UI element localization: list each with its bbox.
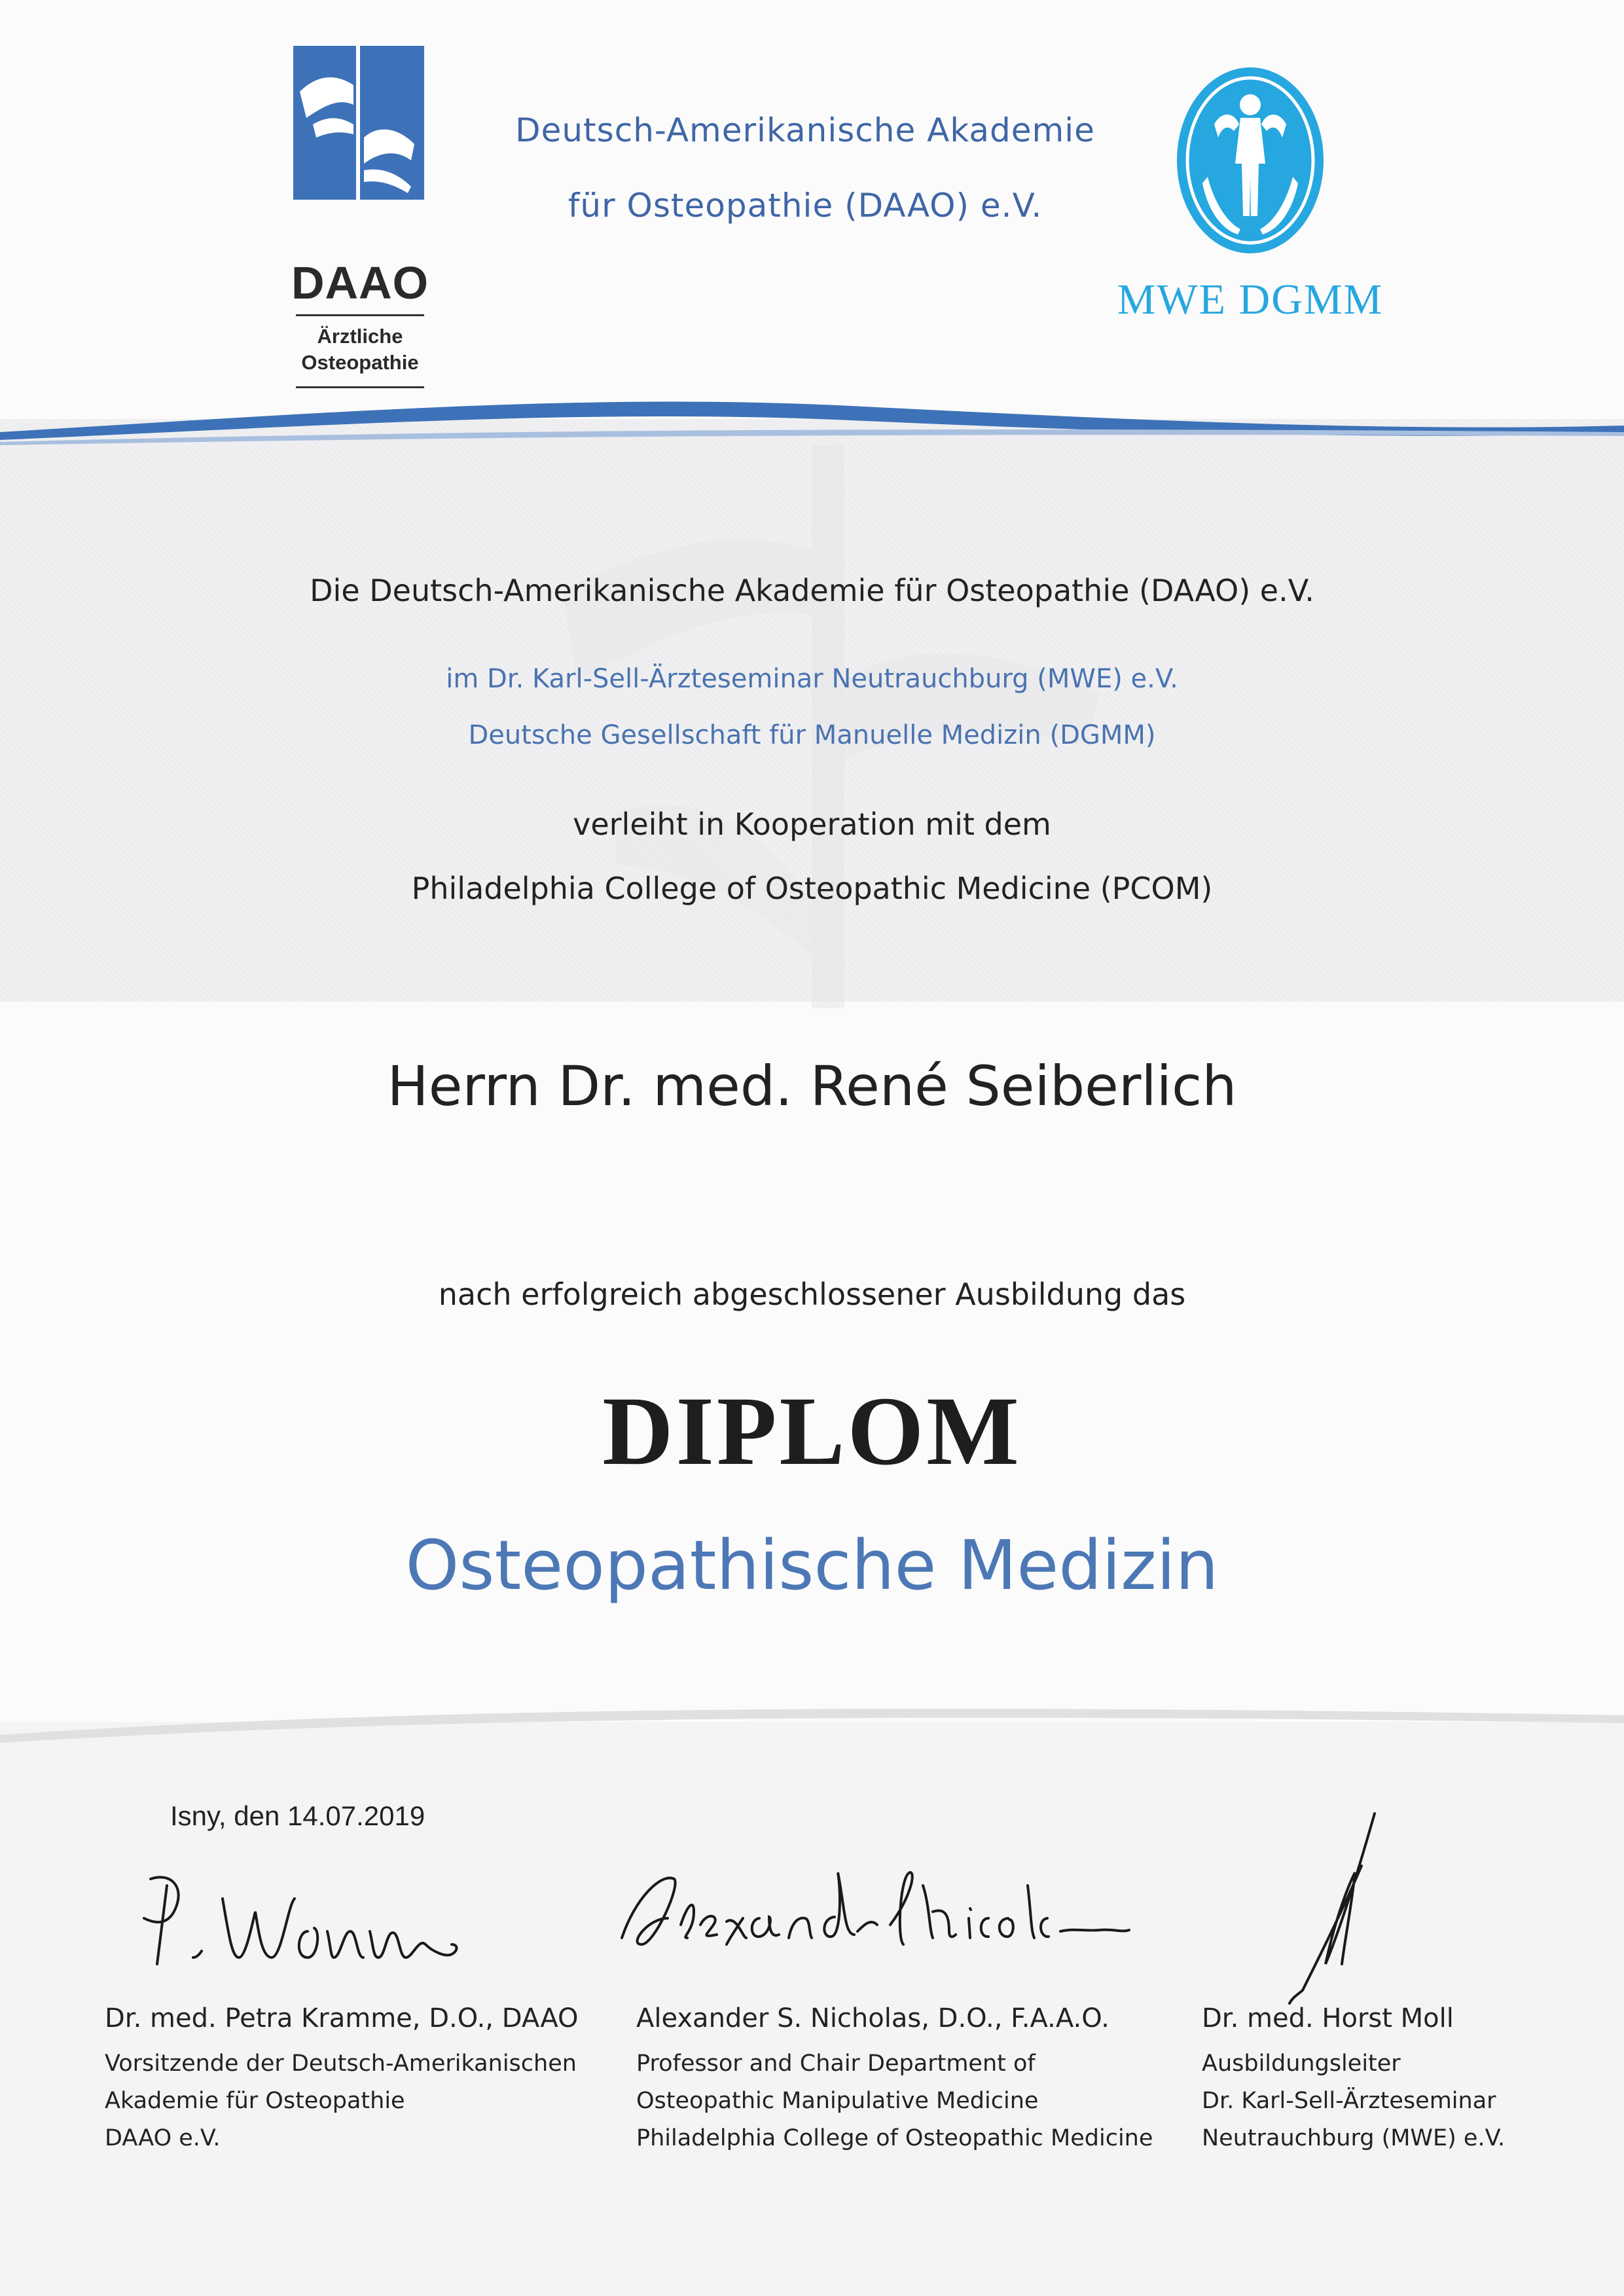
- signatory-name: Dr. med. Petra Kramme, D.O., DAAO: [105, 2003, 579, 2033]
- signatory-block-1: [105, 2003, 602, 2157]
- daao-logo-rule: [296, 314, 424, 316]
- signatory-name: Dr. med. Horst Moll: [1202, 2003, 1454, 2033]
- blue-wave-divider: [0, 380, 1624, 445]
- diploma-title: DIPLOM: [602, 1377, 1022, 1485]
- signature-petra-kramme: [131, 1859, 471, 1990]
- recipient-name: Herrn Dr. med. René Seiberlich: [387, 1054, 1237, 1118]
- daao-logo-abbr: DAAO: [291, 257, 429, 308]
- diploma-subject: Osteopathische Medizin: [405, 1525, 1219, 1605]
- signatory-role-line: Philadelphia College of Osteopathic Medicine: [636, 2125, 1153, 2151]
- signatory-role-line: DAAO e.V.: [105, 2125, 221, 2151]
- signatory-role-line: Ausbildungsleiter: [1202, 2050, 1401, 2077]
- daao-logo-rule-bottom: [296, 386, 424, 388]
- signatory-role-line: Akademie für Osteopathie: [105, 2088, 405, 2114]
- signatory-role-line: Professor and Chair Department of: [636, 2050, 1036, 2077]
- place-and-date: Isny, den 14.07.2019: [170, 1800, 425, 1831]
- intro-line-1: Die Deutsch-Amerikanische Akademie für Osteopathie (DAAO) e.V.: [310, 573, 1314, 608]
- daao-logo-subtitle-2: Osteopathie: [301, 351, 419, 374]
- signatory-block-2: [636, 2003, 1173, 2157]
- header-title-line-2: für Osteopathie (DAAO) e.V.: [568, 187, 1043, 225]
- signatory-role-line: Neutrauchburg (MWE) e.V.: [1202, 2125, 1506, 2151]
- grey-wave-divider: [0, 1696, 1624, 1748]
- daao-logo: [288, 46, 429, 374]
- intro-line-4: verleiht in Kooperation mit dem: [573, 807, 1051, 842]
- signatory-name: Alexander S. Nicholas, D.O., F.A.A.O.: [636, 2003, 1110, 2033]
- signature-alexander-nicholas: [602, 1846, 1139, 1977]
- signature-horst-moll: [1263, 1807, 1394, 2010]
- header-title-line-1: Deutsch-Amerikanische Akademie: [515, 111, 1095, 149]
- intro-line-5: Philadelphia College of Osteopathic Medicine (PCOM): [411, 871, 1213, 906]
- daao-logo-hands-mark: [293, 46, 424, 200]
- signatory-block-3: [1202, 2003, 1608, 2157]
- signatory-role-line: Osteopathic Manipulative Medicine: [636, 2088, 1039, 2114]
- completion-statement: nach erfolgreich abgeschlossener Ausbildung das: [438, 1277, 1186, 1312]
- mwe-dgmm-logo-emblem: [1175, 65, 1326, 255]
- daao-logo-subtitle-1: Ärztliche: [317, 325, 403, 348]
- signatory-role-line: Dr. Karl-Sell-Ärzteseminar: [1202, 2088, 1496, 2114]
- mwe-dgmm-logo-text: MWE DGMM: [1117, 276, 1384, 323]
- intro-line-2: im Dr. Karl-Sell-Ärzteseminar Neutrauchburg (MWE) e.V.: [446, 664, 1178, 694]
- intro-line-3: Deutsche Gesellschaft für Manuelle Medizin (DGMM): [468, 720, 1156, 750]
- signatory-role-line: Vorsitzende der Deutsch-Amerikanischen: [105, 2050, 577, 2077]
